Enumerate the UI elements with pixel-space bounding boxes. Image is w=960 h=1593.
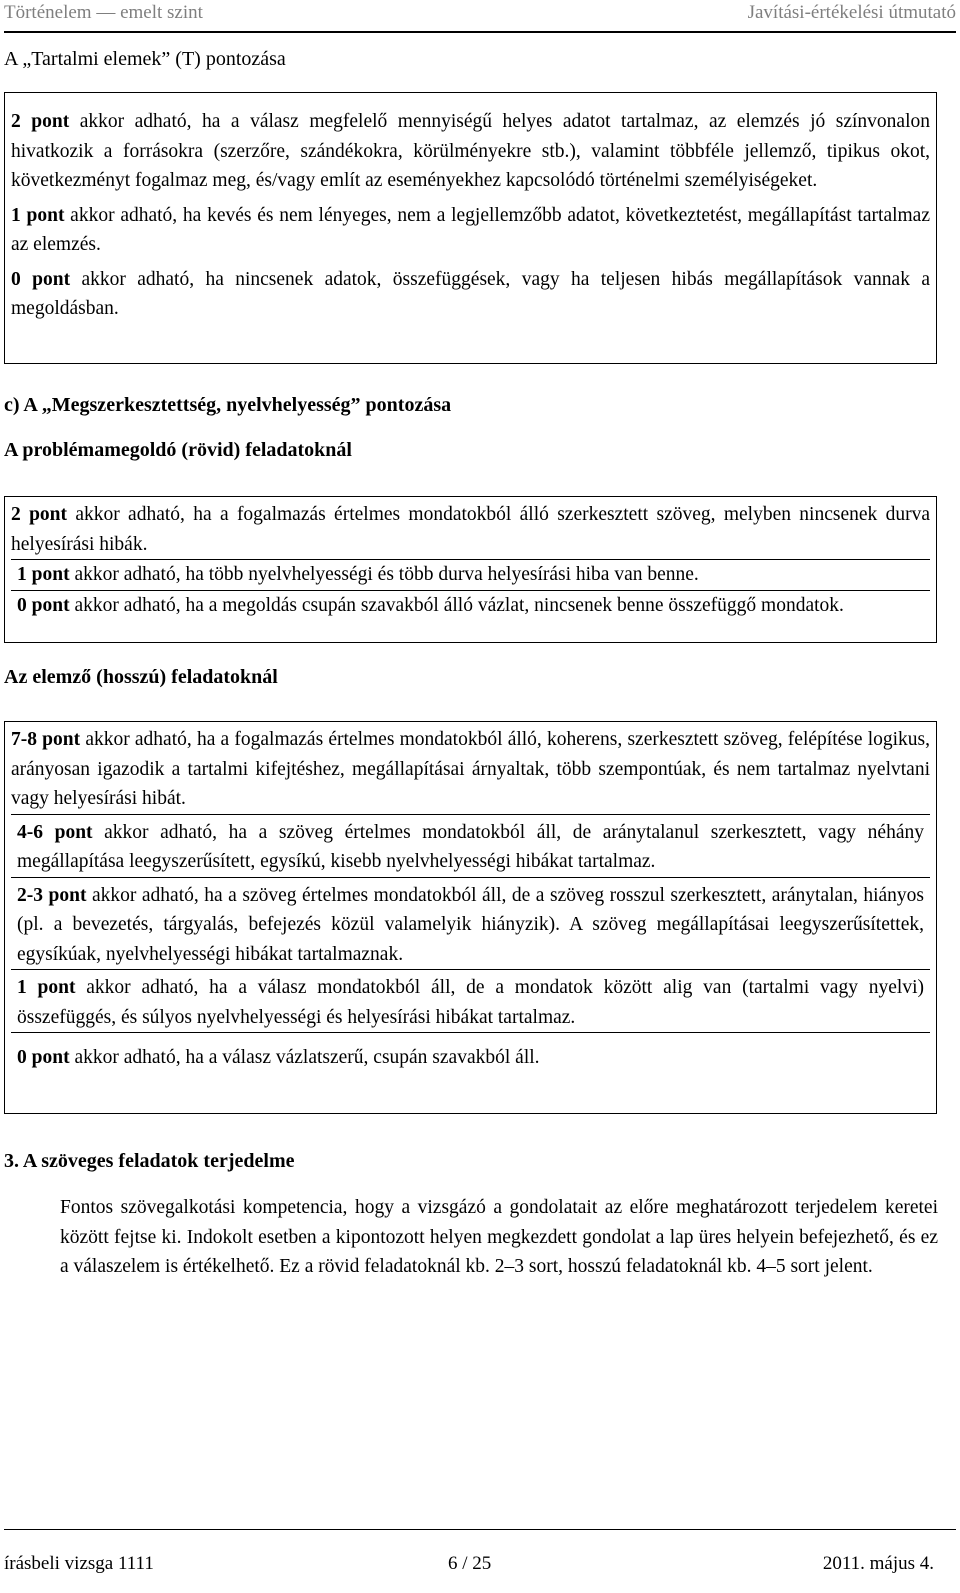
tartalmi-box [4, 92, 937, 364]
tartalmi-title: A „Tartalmi elemek” (T) pontozása [4, 48, 286, 70]
long-tasks-box [4, 721, 937, 1114]
short-2pont: 2 pont akkor adható, ha a fogalmazás értelmes mondatokból álló szerkesztett szöveg, melyben nincsenek durva helyesírási hibák. [11, 504, 930, 555]
short-0pont: 0 pont akkor adható, ha a megoldás csupán szavakból álló vázlat, nincsenek benne összefüggő mondatok. [11, 590, 930, 621]
long-7-8pont: 7-8 pont akkor adható, ha a fogalmazás értelmes mondatokból álló, koherens, szerkesztett szöveg, felépítése logikus, arányosan igazodik a tartalmi kifejtéshez, megállapításai árnyaltak, több szempontúak, és nem tartalmaz nyelvtani vagy helyesírási hibát. [11, 729, 930, 809]
footer-rule [4, 1529, 956, 1530]
footer-exam-code: írásbeli vizsga 1111 [4, 1553, 154, 1574]
header-doc-type: Javítási-értékelési útmutató [747, 2, 956, 23]
tartalmi-0pont: 0 pont akkor adható, ha nincsenek adatok, összefüggések, vagy ha teljesen hibás megállapítások vannak a megoldásban. [11, 268, 930, 319]
long-0pont: 0 pont akkor adható, ha a válasz vázlatszerű, csupán szavakból áll. [11, 1032, 930, 1073]
long-tasks-title: Az elemző (hosszú) feladatoknál [4, 666, 278, 688]
footer-page-number: 6 / 25 [448, 1553, 492, 1574]
long-4-6pont: 4-6 pont akkor adható, ha a szöveg értelmes mondatokból áll, de aránytalanul szerkesztett, vagy néhány megállapítása leegyszerűsített, egysíkú, kisebb nyelvhelyességi hibákat tartalmaz. [11, 814, 930, 877]
page-header [4, 0, 956, 30]
short-tasks-box [4, 496, 937, 643]
short-tasks-title: A problémamegoldó (rövid) feladatoknál [4, 439, 352, 461]
header-subject: Történelem — emelt szint [4, 2, 203, 23]
header-rule [4, 31, 956, 33]
terjedelem-text: Fontos szövegalkotási kompetencia, hogy a vizsgázó a gondolatait az előre meghatározott terjedelem keretei között fejtse ki. Indokolt esetben a kipontozott helyen megkezdett gondolat a lap üres helyein befejezhető, és ez a válaszelem is értékelhető. Ez a rövid feladatoknál kb. 2–3 sort, hosszú feladatoknál kb. 4–5 sort jelent. [60, 1197, 938, 1277]
tartalmi-2pont: 2 pont akkor adható, ha a válasz megfelelő mennyiségű helyes adatot tartalmaz, az elemzés jó színvonalon hivatkozik a forrásokra (szerzőre, szándékokra, körülményekre stb.), valamint többféle jellemző, tipikus okot, következményt fogalmaz meg, és/vagy említ az eseményekhez kapcsolódó történelmi személyiségeket. [11, 111, 930, 191]
long-1pont: 1 pont akkor adható, ha a válasz mondatokból áll, de a mondatok között alig van (tartalmi vagy nyelvi) összefüggés, és súlyos nyelvhelyességi és helyesírási hibákat tartalmaz. [11, 969, 930, 1032]
terjedelem-title: 3. A szöveges feladatok terjedelme [4, 1150, 295, 1172]
footer-date: 2011. május 4. [822, 1553, 934, 1574]
tartalmi-1pont: 1 pont akkor adható, ha kevés és nem lényeges, nem a legjellemzőbb adatot, következtetést, megállapítást tartalmaz az elemzés. [11, 204, 930, 255]
long-2-3pont: 2-3 pont akkor adható, ha a szöveg értelmes mondatokból áll, de a szöveg rosszul szerkesztett, aránytalan, hiányos (pl. a bevezetés, tárgyalás, befejezés közül valamelyik hiányzik). A szöveg megállapításai leegyszerűsítettek, egysíkúak, nyelvhelyességi hibákat tartalmaznak. [11, 877, 930, 970]
megszerk-title: c) A „Megszerkesztettség, nyelvhelyesség” pontozása [4, 394, 452, 416]
short-1pont: 1 pont akkor adható, ha több nyelvhelyességi és több durva helyesírási hiba van benne. [11, 559, 930, 590]
